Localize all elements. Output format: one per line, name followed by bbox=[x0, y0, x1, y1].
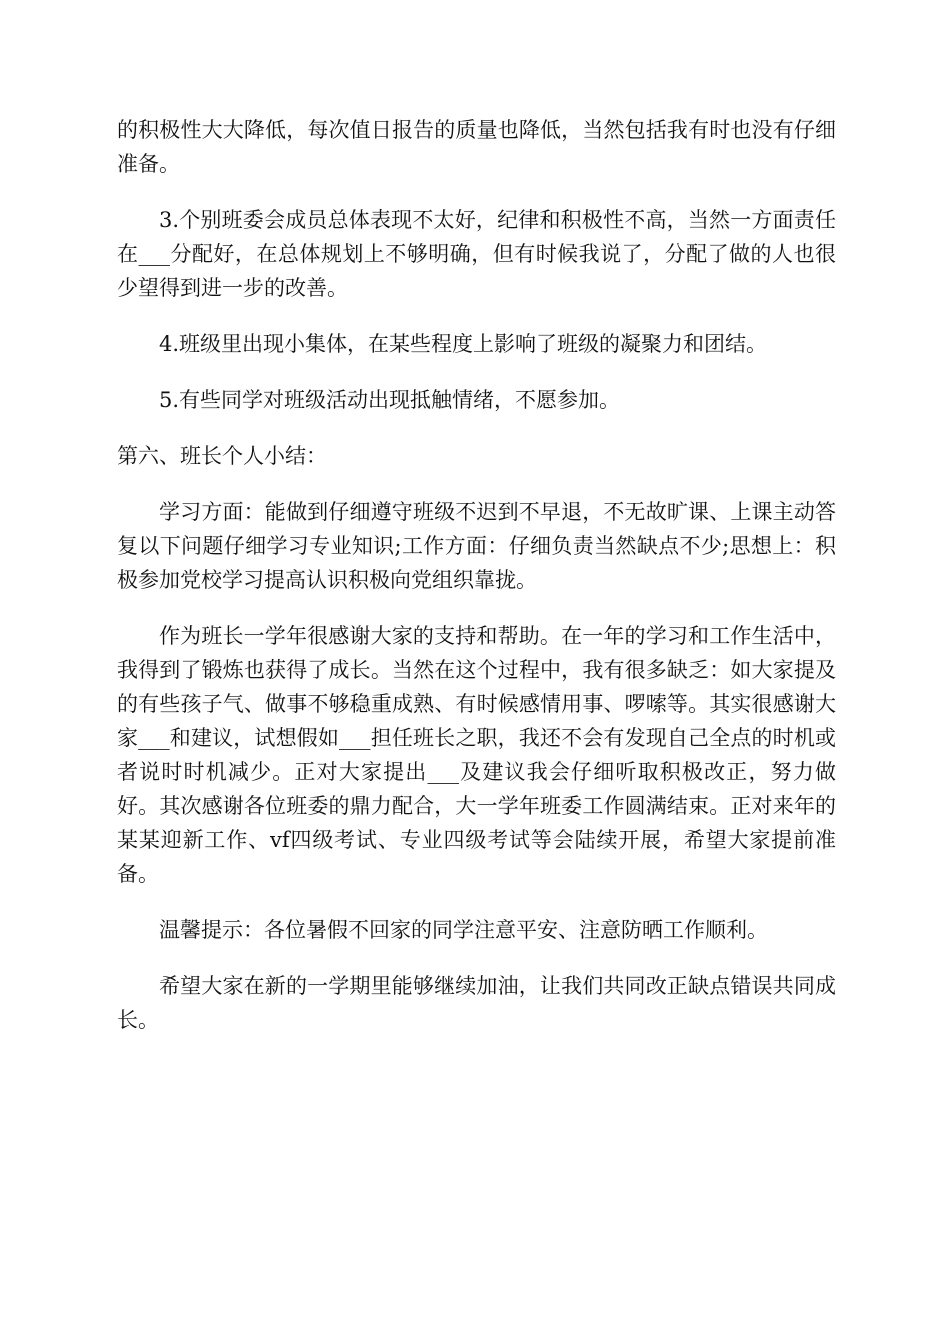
paragraph-closing: 希望大家在新的一学期里能够继续加油，让我们共同改正缺点错误共同成长。 bbox=[117, 974, 836, 1032]
paragraph-item-3: 3.个别班委会成员总体表现不太好，纪律和积极性不高，当然一方面责任在___分配好，在总体规划上不够明确，但有时候我说了，分配了做的人也很少望得到进一步的改善。 bbox=[117, 208, 836, 300]
paragraph-thanks: 作为班长一学年很感谢大家的支持和帮助。在一年的学习和工作生活中，我得到了锻炼也获得了成长。当然在这个过程中，我有很多缺乏：如大家提及的有些孩子气、做事不够稳重成熟、有时候感情用事、啰嗦等。其实很感谢大家___和建议，试想假如___担任班长之职，我还不会有发现自己全点的时机或者说时时机减少。正对大家提出___及建议我会仔细听取积极改正，努力做好。其次感谢各位班委的鼎力配合，大一学年班委工作圆满结束。正对来年的某某迎新工作、vf四级考试、专业四级考试等会陆续开展，希望大家提前准备。 bbox=[117, 624, 836, 886]
paragraph-item-4: 4.班级里出现小集体，在某些程度上影响了班级的凝聚力和团结。 bbox=[159, 332, 768, 356]
section-heading: 第六、班长个人小结： bbox=[117, 444, 327, 468]
paragraph-item-5: 5.有些同学对班级活动出现抵触情绪，不愿参加。 bbox=[159, 388, 621, 412]
paragraph-study: 学习方面：能做到仔细遵守班级不迟到不早退，不无故旷课、上课主动答复以下问题仔细学习专业知识;工作方面：仔细负责当然缺点不少;思想上：积极参加党校学习提高认识积极向党组织靠拢。 bbox=[117, 500, 836, 592]
paragraph-reminder: 温馨提示：各位暑假不回家的同学注意平安、注意防晒工作顺利。 bbox=[159, 918, 768, 942]
paragraph-continuation: 的积极性大大降低，每次值日报告的质量也降低，当然包括我有时也没有仔细准备。 bbox=[117, 118, 836, 176]
